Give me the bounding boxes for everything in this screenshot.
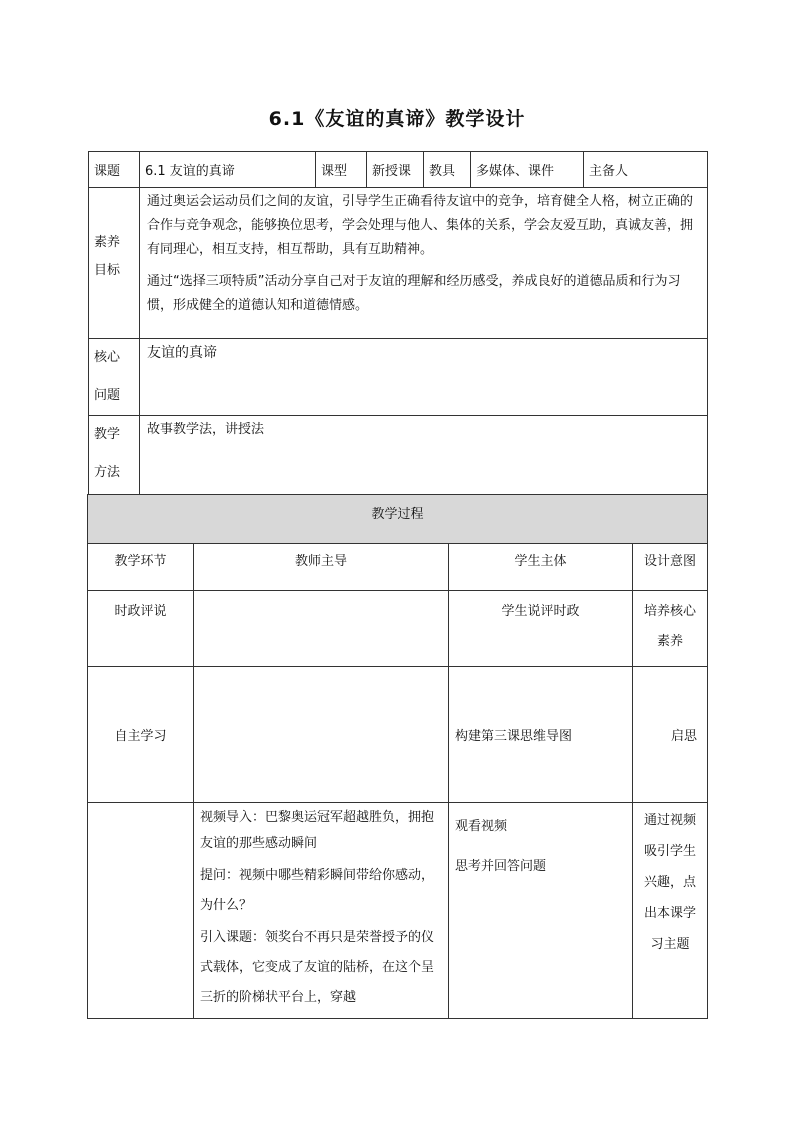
intent-cell: 培养核心素养 bbox=[633, 591, 708, 667]
table-row bbox=[88, 803, 708, 1019]
topic-label: 课题 bbox=[89, 152, 140, 188]
column-header-intent: 设计意图 bbox=[633, 544, 708, 591]
student-cell: 构建第三课思维导图 bbox=[449, 667, 633, 803]
topic-value: 6.1 友谊的真谛 bbox=[140, 152, 316, 188]
literacy-row bbox=[89, 188, 708, 339]
column-header-teacher: 教师主导 bbox=[194, 544, 449, 591]
page-title: 6.1《友谊的真谛》教学设计 bbox=[268, 108, 526, 130]
process-title-row bbox=[88, 495, 708, 544]
process-header-row bbox=[88, 544, 708, 591]
stage-cell: 自主学习 bbox=[88, 667, 194, 803]
teacher-cell bbox=[194, 667, 449, 803]
column-header-stage: 教学环节 bbox=[88, 544, 194, 591]
tools-label: 教具 bbox=[424, 152, 471, 188]
literacy-paragraph-2: 通过“选择三项特质”活动分享自己对于友谊的理解和经历感受，养成良好的道德品质和行为习惯，形成健全的道德认知和道德情感。 bbox=[147, 274, 681, 313]
student-step-watch: 观看视频 bbox=[455, 819, 508, 834]
preparer-label bbox=[584, 152, 708, 188]
core-question-value: 友谊的真谛 bbox=[140, 339, 708, 416]
lesson-info-table bbox=[88, 151, 708, 495]
type-label: 课型 bbox=[316, 152, 367, 188]
teaching-process-table bbox=[87, 494, 708, 1019]
tools-value: 多媒体、课件 bbox=[471, 152, 584, 188]
column-header-student: 学生主体 bbox=[449, 544, 633, 591]
core-question-label bbox=[89, 339, 140, 416]
teaching-method-row bbox=[89, 416, 708, 495]
student-step-answer: 思考并回答问题 bbox=[455, 859, 547, 874]
teaching-method-value: 故事教学法，讲授法 bbox=[140, 416, 708, 495]
literacy-label bbox=[89, 188, 140, 339]
teacher-cell bbox=[194, 803, 449, 1019]
preparer-label-text: 主备人 bbox=[589, 164, 629, 179]
intent-cell: 启思 bbox=[633, 667, 708, 803]
core-question-label-line1: 核心 bbox=[94, 350, 121, 365]
teacher-step-topic-intro: 引入课题：领奖台不再只是荣誉授予的仪式载体，它变成了友谊的陆桥，在这个呈三折的阶梯状平台上，穿越 bbox=[200, 930, 435, 1005]
literacy-paragraph-1: 通过奥运会运动员们之间的友谊，引导学生正确看待友谊中的竞争，培育健全人格，树立正确的合作与竞争观念，能够换位思考，学会处理与他人、集体的关系，学会友爱互助，真诚友善，拥有同理心，相互支持，相互帮助，具有互助精神。 bbox=[147, 194, 694, 257]
table-row bbox=[88, 591, 708, 667]
intent-cell: 通过视频吸引学生兴趣，点出本课学习主题 bbox=[633, 803, 708, 1019]
literacy-content bbox=[140, 188, 708, 339]
teaching-method-label-line1: 教学 bbox=[94, 427, 121, 442]
literacy-label-line1: 素养 bbox=[94, 235, 121, 250]
teacher-step-question: 提问：视频中哪些精彩瞬间带给你感动，为什么？ bbox=[200, 868, 435, 913]
header-row bbox=[89, 152, 708, 188]
stage-cell bbox=[88, 803, 194, 1019]
stage-cell: 时政评说 bbox=[88, 591, 194, 667]
type-value: 新授课 bbox=[367, 152, 424, 188]
student-cell bbox=[449, 803, 633, 1019]
core-question-row bbox=[89, 339, 708, 416]
teaching-method-label-line2: 方法 bbox=[94, 465, 121, 480]
table-row bbox=[88, 667, 708, 803]
process-title: 教学过程 bbox=[88, 495, 708, 544]
teacher-cell bbox=[194, 591, 449, 667]
student-cell: 学生说评时政 bbox=[449, 591, 633, 667]
teaching-method-label bbox=[89, 416, 140, 495]
teacher-step-video-intro: 视频导入：巴黎奥运冠军超越胜负，拥抱友谊的那些感动瞬间 bbox=[200, 810, 435, 851]
literacy-label-line2: 目标 bbox=[94, 263, 121, 278]
core-question-label-line2: 问题 bbox=[94, 388, 121, 403]
